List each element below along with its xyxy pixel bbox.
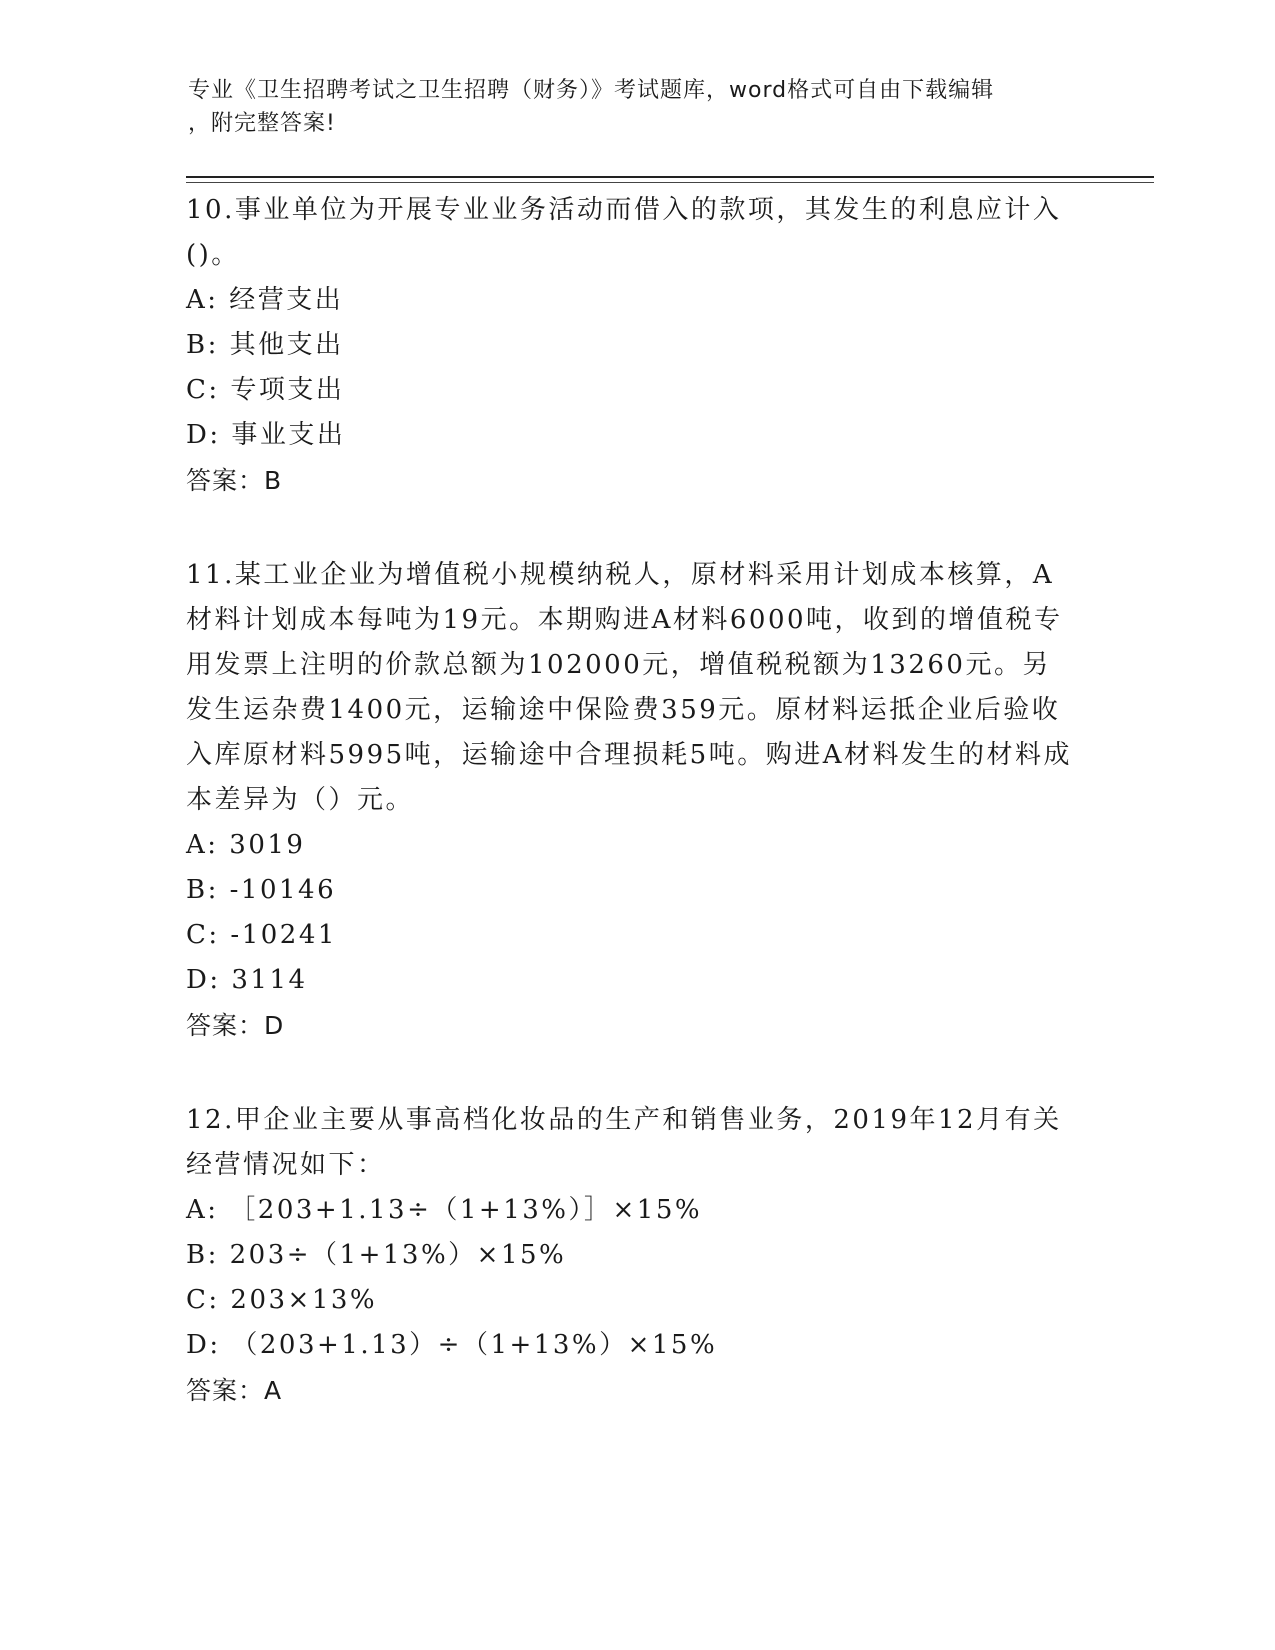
document-header bbox=[188, 74, 1068, 140]
answer-line: 答案：D bbox=[186, 1011, 285, 1040]
option-d: D: （203+1.13）÷（1+13%）×15% bbox=[186, 1330, 718, 1360]
option-a: A: 3019 bbox=[186, 830, 306, 860]
answer-line: 答案：A bbox=[186, 1376, 283, 1405]
option-d: D: 3114 bbox=[186, 965, 308, 995]
question-list bbox=[186, 188, 1076, 1463]
option-d: D: 事业支出 bbox=[186, 420, 346, 450]
option-b: B: 其他支出 bbox=[186, 330, 344, 360]
header-line-1: 专业《卫生招聘考试之卫生招聘（财务）》考试题库，word格式可自由下载编辑 bbox=[188, 78, 995, 103]
option-c: C: 203×13% bbox=[186, 1285, 378, 1315]
option-c: C: 专项支出 bbox=[186, 375, 345, 405]
question-stem: 11.某工业企业为增值税小规模纳税人，原材料采用计划成本核算，A材料计划成本每吨为19元。本期购进A材料6000吨，收到的增值税专用发票上注明的价款总额为102000元，增值税税额为13260元。另发生运杂费1400元，运输途中保险费359元。原材料运抵企业后验收入库原材料5995吨，运输途中合理损耗5吨。购进A材料发生的材料成本差异为（）元。 bbox=[186, 560, 1072, 815]
option-b: B: -10146 bbox=[186, 875, 337, 905]
option-a: A: ［203+1.13÷（1+13%）］×15% bbox=[186, 1195, 703, 1225]
option-a: A: 经营支出 bbox=[186, 285, 344, 315]
question-10 bbox=[186, 188, 1076, 503]
question-12 bbox=[186, 1098, 1076, 1413]
question-stem: 12.甲企业主要从事高档化妆品的生产和销售业务，2019年12月有关经营情况如下： bbox=[186, 1105, 1062, 1180]
option-c: C: -10241 bbox=[186, 920, 337, 950]
question-stem: 10.事业单位为开展专业业务活动而借入的款项，其发生的利息应计入()。 bbox=[186, 195, 1062, 270]
header-divider-thick bbox=[186, 176, 1154, 178]
header-divider-thin bbox=[186, 182, 1154, 183]
option-b: B: 203÷（1+13%）×15% bbox=[186, 1240, 567, 1270]
header-line-2: ，附完整答案! bbox=[188, 111, 336, 136]
question-11 bbox=[186, 553, 1076, 1048]
answer-line: 答案：B bbox=[186, 466, 283, 495]
